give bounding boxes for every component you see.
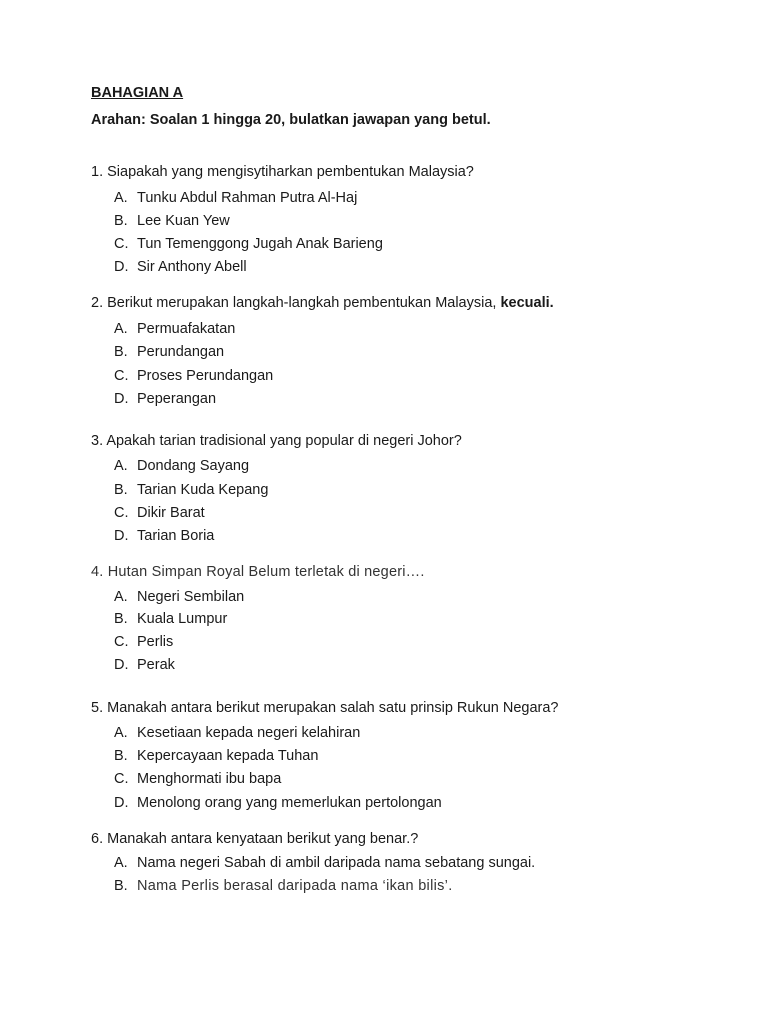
option-text: Perak bbox=[137, 657, 175, 673]
option-text: Kesetiaan kepada negeri kelahiran bbox=[137, 725, 361, 741]
option-text: Tun Temenggong Jugah Anak Barieng bbox=[137, 236, 383, 252]
question-3-option-a bbox=[114, 457, 249, 475]
question-3-option-c bbox=[114, 504, 205, 522]
option-text: Menghormati ibu bapa bbox=[137, 771, 282, 787]
option-letter: C. bbox=[114, 236, 129, 252]
option-text: Tunku Abdul Rahman Putra Al-Haj bbox=[137, 190, 358, 206]
question-4-option-b bbox=[114, 610, 227, 628]
option-letter: A. bbox=[114, 190, 128, 206]
question-4-option-c bbox=[114, 633, 173, 651]
option-text: Permuafakatan bbox=[137, 321, 236, 337]
option-letter: A. bbox=[114, 725, 128, 741]
option-letter: B. bbox=[114, 878, 128, 894]
question-1-option-a bbox=[114, 189, 357, 207]
option-text: Sir Anthony Abell bbox=[137, 259, 247, 275]
option-letter: D. bbox=[114, 391, 129, 407]
option-letter: A. bbox=[114, 321, 128, 337]
option-text: Perundangan bbox=[137, 344, 225, 360]
question-5-option-d bbox=[114, 794, 442, 812]
question-6: 6. Manakah antara kenyataan berikut yang benar.? bbox=[91, 831, 419, 847]
question-3-option-b bbox=[114, 481, 268, 499]
question-2-option-b bbox=[114, 343, 224, 361]
option-text: Perlis bbox=[137, 634, 174, 650]
option-letter: A. bbox=[114, 855, 128, 871]
question-4-option-a bbox=[114, 588, 244, 606]
option-letter: D. bbox=[114, 259, 129, 275]
question-1-option-b bbox=[114, 212, 230, 230]
option-letter: C. bbox=[114, 505, 129, 521]
option-letter: A. bbox=[114, 589, 128, 605]
question-2-option-c bbox=[114, 367, 273, 385]
question-5-option-a bbox=[114, 724, 360, 742]
question-5: 5. Manakah antara berikut merupakan salah satu prinsip Rukun Negara? bbox=[91, 700, 559, 716]
option-text: Nama Perlis berasal daripada nama ‘ikan bilis’. bbox=[137, 878, 453, 894]
question-1-option-c bbox=[114, 235, 383, 253]
question-2-option-a bbox=[114, 320, 235, 338]
question-2-text: 2. Berikut merupakan langkah-langkah pembentukan Malaysia, bbox=[91, 295, 501, 311]
option-text: Menolong orang yang memerlukan pertolongan bbox=[137, 795, 442, 811]
option-letter: C. bbox=[114, 368, 129, 384]
option-text: Dikir Barat bbox=[137, 505, 205, 521]
option-letter: D. bbox=[114, 795, 129, 811]
question-2-emphasis: kecuali. bbox=[500, 295, 554, 311]
option-letter: B. bbox=[114, 344, 128, 360]
question-4-option-d bbox=[114, 656, 175, 674]
question-1-option-d bbox=[114, 258, 247, 276]
instruction-text: Arahan: Soalan 1 hingga 20, bulatkan jawapan yang betul. bbox=[91, 112, 491, 128]
option-letter: C. bbox=[114, 771, 129, 787]
option-text: Kepercayaan kepada Tuhan bbox=[137, 748, 319, 764]
option-letter: B. bbox=[114, 482, 128, 498]
question-6-option-b bbox=[114, 877, 453, 895]
option-letter: B. bbox=[114, 213, 128, 229]
question-3: 3. Apakah tarian tradisional yang popular di negeri Johor? bbox=[91, 433, 462, 449]
question-6-option-a bbox=[114, 854, 535, 872]
question-3-option-d bbox=[114, 527, 214, 545]
option-text: Tarian Kuda Kepang bbox=[137, 482, 269, 498]
question-5-option-b bbox=[114, 747, 318, 765]
option-letter: C. bbox=[114, 634, 129, 650]
option-text: Peperangan bbox=[137, 391, 217, 407]
option-text: Proses Perundangan bbox=[137, 368, 274, 384]
option-letter: D. bbox=[114, 528, 129, 544]
option-text: Nama negeri Sabah di ambil daripada nama sebatang sungai. bbox=[137, 855, 536, 871]
question-2-option-d bbox=[114, 390, 216, 408]
option-letter: B. bbox=[114, 611, 128, 627]
question-1: 1. Siapakah yang mengisytiharkan pembentukan Malaysia? bbox=[91, 164, 474, 180]
option-text: Negeri Sembilan bbox=[137, 589, 245, 605]
section-title: BAHAGIAN A bbox=[91, 85, 184, 101]
option-letter: B. bbox=[114, 748, 128, 764]
option-text: Kuala Lumpur bbox=[137, 611, 228, 627]
option-letter: A. bbox=[114, 458, 128, 474]
option-text: Tarian Boria bbox=[137, 528, 215, 544]
question-4: 4. Hutan Simpan Royal Belum terletak di negeri…. bbox=[91, 564, 425, 580]
option-text: Dondang Sayang bbox=[137, 458, 250, 474]
option-text: Lee Kuan Yew bbox=[137, 213, 230, 229]
question-5-option-c bbox=[114, 770, 281, 788]
question-2 bbox=[91, 294, 554, 312]
option-letter: D. bbox=[114, 657, 129, 673]
